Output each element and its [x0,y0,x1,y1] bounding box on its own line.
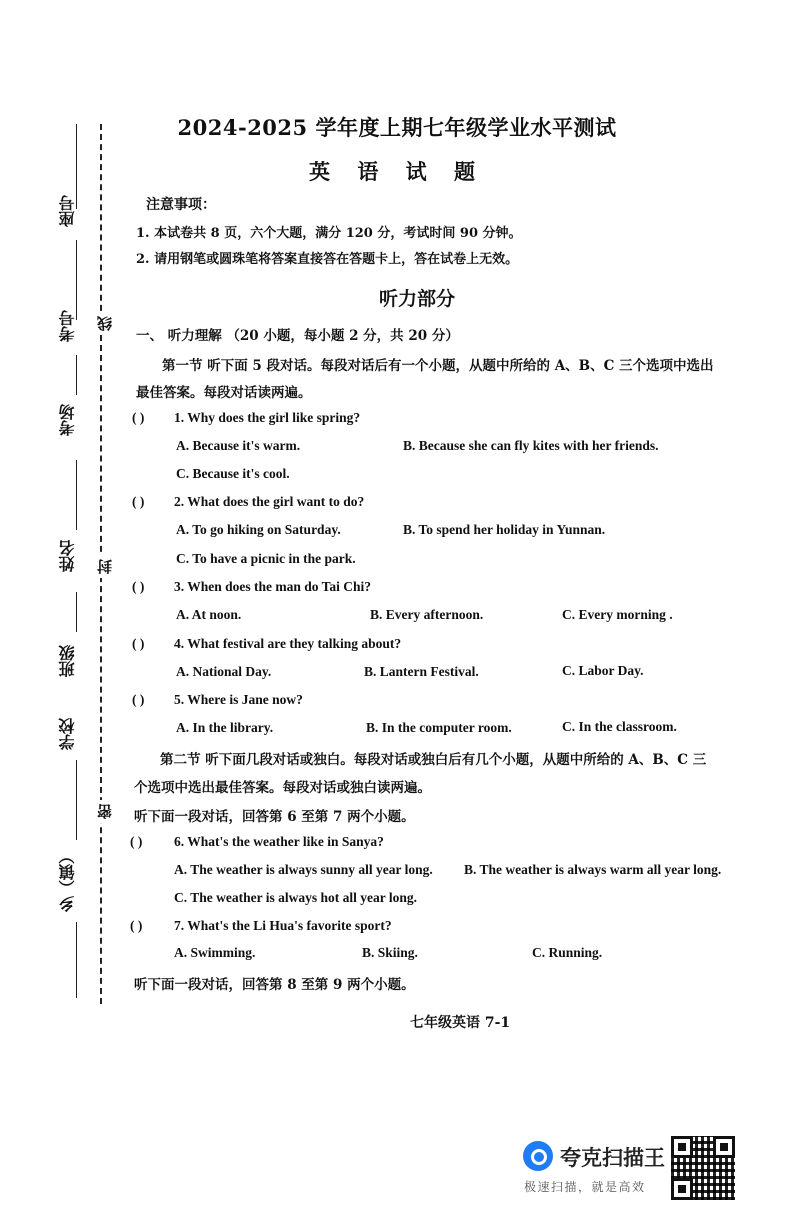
binding-line [76,760,77,840]
option-a: A. Because it's warm. [176,438,301,453]
option-b: B. Skiing. [362,945,418,960]
section2-instruction: 个选项中选出最佳答案。每段对话或独白读两遍。 [134,780,431,796]
section2-instruction: 第二节 听下面几段对话或独白。每段对话或独白后有几个小题，从题中所给的 A、B、C 三 [160,752,707,768]
note-item: 1. 本试卷共 8 页，六个大题，满分 120 分，考试时间 90 分钟。 [136,226,522,241]
question-text: 6. What's the weather like in Sanya? [174,834,384,849]
label-town: 乡（镇） [58,848,77,912]
answer-bracket: ( ) [132,579,145,594]
label-exam-room: 考场 [58,404,77,436]
section1-instruction: 最佳答案。每段对话读两遍。 [136,385,312,401]
question-text: 1. Why does the girl like spring? [174,410,361,425]
section1-instruction: 第一节 听下面 5 段对话。每段对话后有一个小题，从题中所给的 A、B、C 三个选项中选出 [162,358,714,374]
seal-char-line: 线 [94,312,115,335]
option-c: C. The weather is always hot all year long. [174,890,418,905]
exam-subtitle: 英 语 试 题 [309,159,485,184]
question-text: 2. What does the girl want to do? [174,494,365,509]
option-c: C. To have a picnic in the park. [176,551,356,566]
option-a: A. National Day. [176,664,272,679]
section-title: 听力部分 [378,288,455,310]
page-footer: 七年级英语 7-1 [410,1015,511,1031]
question-text: 5. Where is Jane now? [174,692,303,707]
exam-title: 2024-2025 学年度上期七年级学业水平测试 [177,115,617,140]
option-b: B. In the computer room. [366,720,512,735]
answer-bracket: ( ) [132,494,145,509]
notes-heading: 注意事项： [146,197,216,213]
option-a: A. The weather is always sunny all year long. [174,862,433,877]
scanner-logo-icon [523,1141,553,1171]
binding-line [76,460,77,530]
scanner-brand-name: 夸克扫描王 [560,1146,665,1170]
option-a: A. In the library. [176,720,274,735]
option-b: B. Because she can fly kites with her friends. [403,438,659,453]
binding-line [76,922,77,998]
option-a: A. To go hiking on Saturday. [176,522,341,537]
answer-bracket: ( ) [132,692,145,707]
answer-bracket: ( ) [130,918,143,933]
note-item: 2. 请用钢笔或圆珠笔将答案直接答在答题卡上，答在试卷上无效。 [136,252,519,267]
option-c: C. Every morning . [562,607,673,622]
label-name: 姓名 [58,540,77,572]
label-exam-number: 考号 [58,310,77,342]
option-b: B. Lantern Festival. [364,664,479,679]
label-class: 班级 [58,645,77,677]
dialog-instruction: 听下面一段对话，回答第 8 至第 9 两个小题。 [134,977,415,993]
answer-bracket: ( ) [132,636,145,651]
option-b: B. The weather is always warm all year long. [464,862,722,877]
label-seat-number: 座号 [58,195,77,227]
question-text: 4. What festival are they talking about? [174,636,402,651]
option-b: B. To spend her holiday in Yunnan. [403,522,606,537]
scanner-slogan: 极速扫描，就是高效 [524,1180,646,1194]
option-a: A. At noon. [176,607,242,622]
option-a: A. Swimming. [174,945,256,960]
answer-bracket: ( ) [132,410,145,425]
option-b: B. Every afternoon. [370,607,484,622]
label-school: 学校 [58,718,77,750]
question-text: 3. When does the man do Tai Chi? [174,579,372,594]
option-c: C. Because it's cool. [176,466,290,481]
option-c: C. Running. [532,945,603,960]
option-c: C. Labor Day. [562,663,644,678]
seal-char-seal: 封 [94,555,115,578]
question-text: 7. What's the Li Hua's favorite sport? [174,918,392,933]
binding-line [76,355,77,395]
qr-code-icon [671,1136,735,1200]
part-heading: 一、 听力理解 （20 小题，每小题 2 分，共 20 分） [136,328,459,344]
binding-line [76,592,77,632]
answer-bracket: ( ) [130,834,143,849]
seal-char-secret: 密 [94,800,115,823]
dialog-instruction: 听下面一段对话，回答第 6 至第 7 两个小题。 [134,809,415,825]
option-c: C. In the classroom. [562,719,677,734]
